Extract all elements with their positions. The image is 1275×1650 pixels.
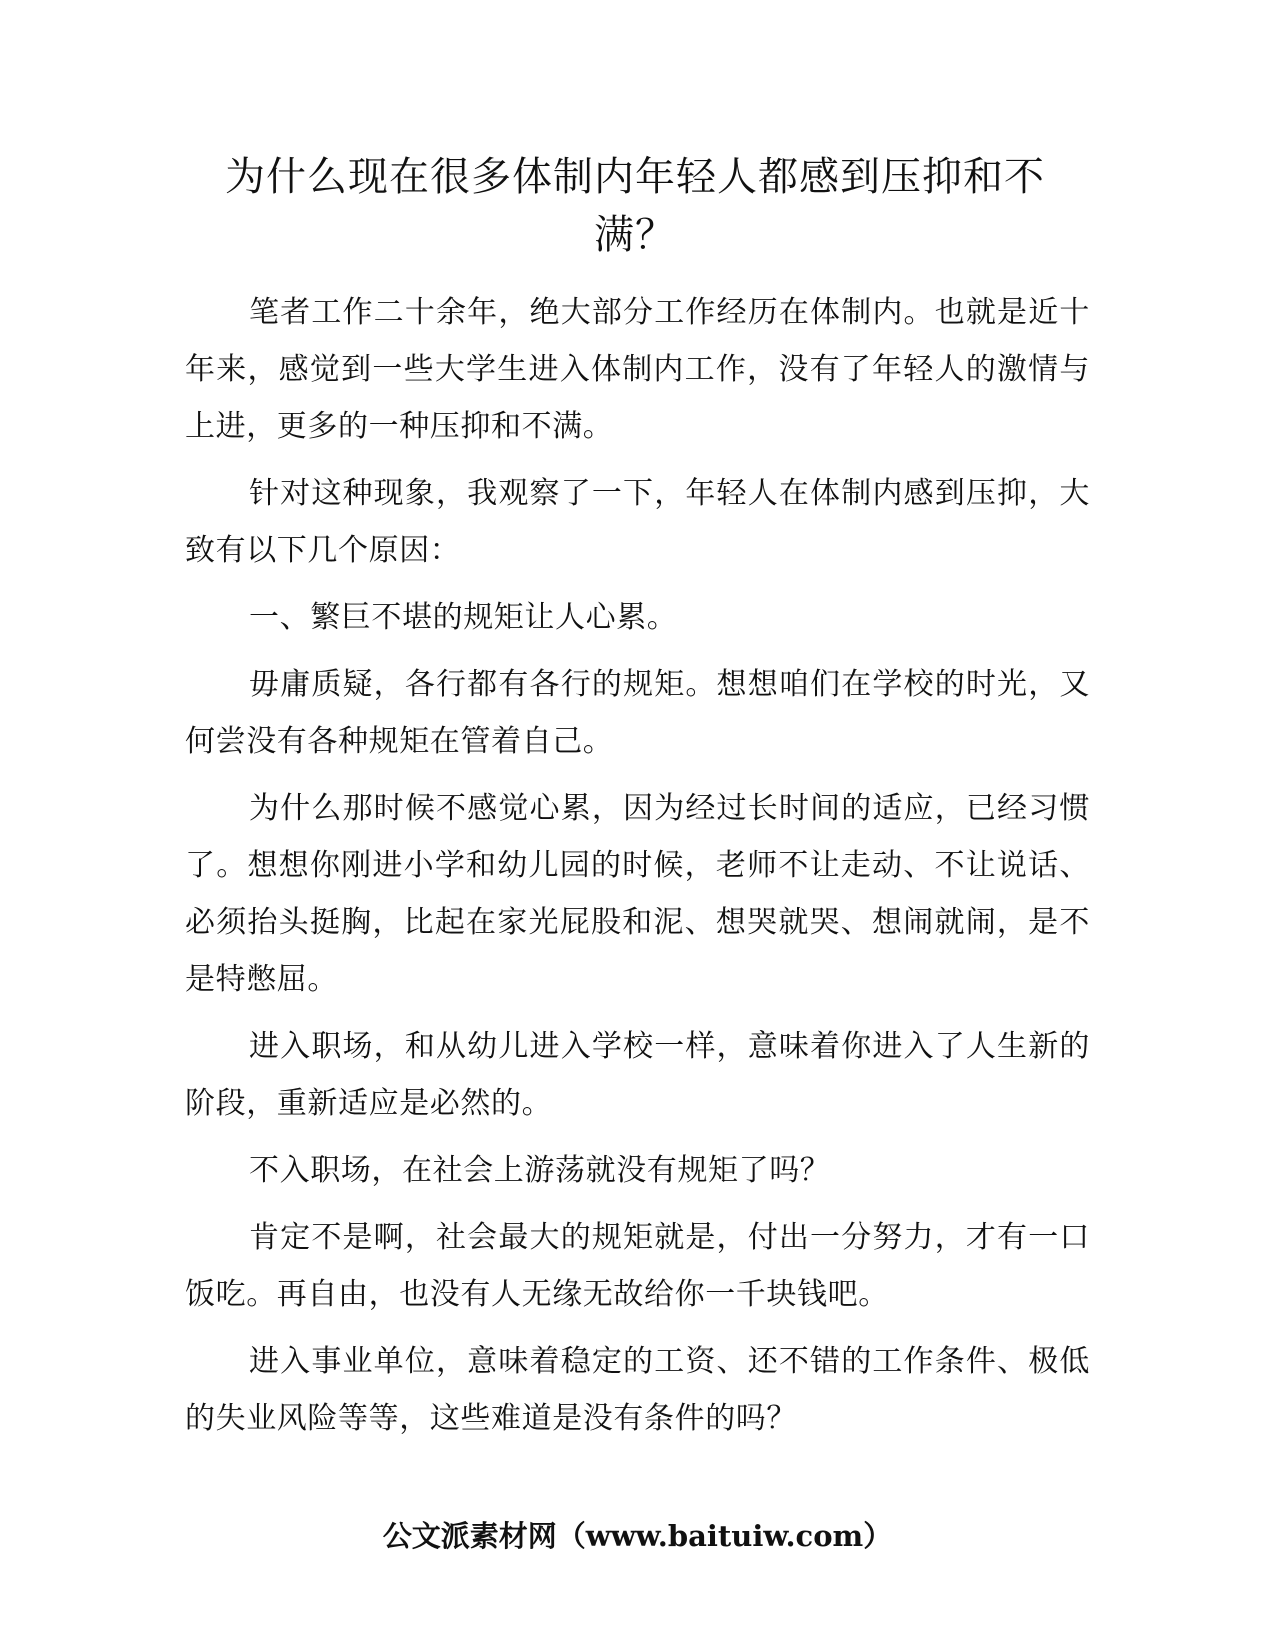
paragraph-school-habits: 为什么那时候不感觉心累，因为经过长时间的适应，已经习惯了。想想你刚进小学和幼儿园的时候，老师不让走动、不让说话、必须抬头挺胸，比起在家光屁股和泥、想哭就哭、想闹就闹，是不是特憋屈。: [185, 791, 1090, 997]
paragraph-intro: 笔者工作二十余年，绝大部分工作经历在体制内。也就是近十年来，感觉到一些大学生进入体制内工作，没有了年轻人的激情与上进，更多的一种压抑和不满。: [185, 295, 1090, 444]
paragraph-observation: 针对这种现象，我观察了一下，年轻人在体制内感到压抑，大致有以下几个原因：: [185, 476, 1090, 568]
document-body: [185, 284, 1090, 1457]
paragraph-workplace-adaptation: 进入职场，和从幼儿进入学校一样，意味着你进入了人生新的阶段，重新适应是必然的。: [185, 1029, 1090, 1121]
paragraph-public-institution: 进入事业单位，意味着稳定的工资、还不错的工作条件、极低的失业风险等等，这些难道是没有条件的吗？: [185, 1344, 1090, 1436]
paragraph-society-rules: 肯定不是啊，社会最大的规矩就是，付出一分努力，才有一口饭吃。再自由，也没有人无缘无故给你一千块钱吧。: [185, 1220, 1090, 1312]
paragraph-question-society: 不入职场，在社会上游荡就没有规矩了吗？: [249, 1153, 831, 1188]
section-heading-1: 一、繁巨不堪的规矩让人心累。: [249, 600, 678, 635]
document-title: 为什么现在很多体制内年轻人都感到压抑和不满？: [225, 154, 1045, 258]
source-watermark-footer: 公文派素材网（www.baituiw.com）: [382, 1519, 893, 1553]
paragraph-rules: 毋庸质疑，各行都有各行的规矩。想想咱们在学校的时光，又何尝没有各种规矩在管着自己。: [185, 667, 1090, 759]
